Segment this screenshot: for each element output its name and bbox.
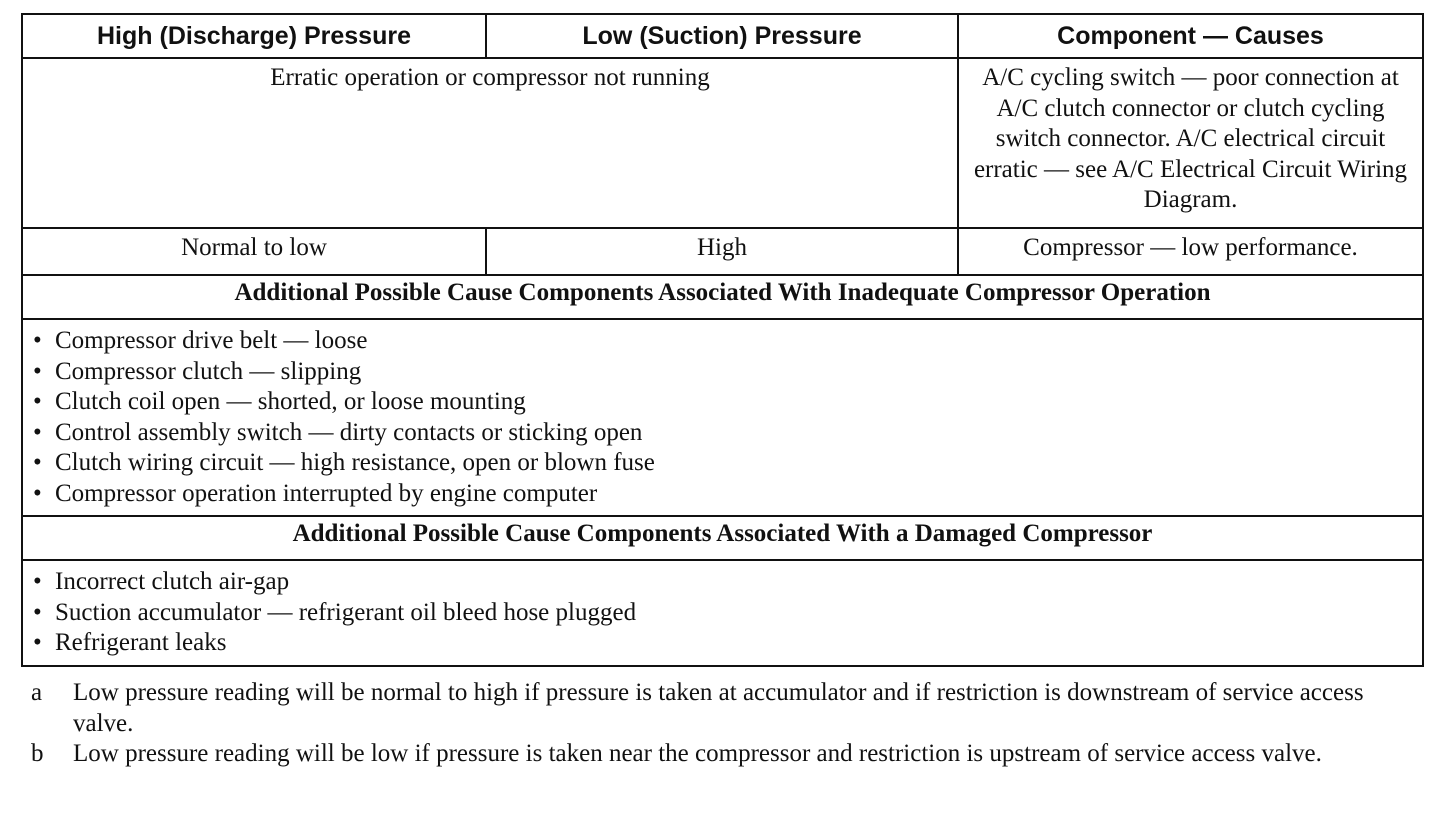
- bullet-icon: •: [33, 418, 42, 446]
- damaged-compressor-heading: Additional Possible Cause Components Associated With a Damaged Compressor: [22, 516, 1423, 560]
- inadequate-operation-heading: Additional Possible Cause Components Associated With Inadequate Compressor Operation: [22, 275, 1423, 319]
- bullet-icon: •: [33, 357, 42, 385]
- list-item: • Refrigerant leaks: [31, 628, 1414, 659]
- bullet-icon: •: [33, 598, 42, 626]
- bullet-icon: •: [33, 479, 42, 507]
- cycling-switch-cause-cell: A/C cycling switch — poor connection at A/C clutch connector or clutch cycling switch connector. A/C electrical circuit erratic — see A/C Electrical Circuit Wiring Diagram.: [958, 58, 1423, 228]
- section-list-row: [22, 560, 1423, 666]
- diagnosis-table: [21, 13, 1424, 667]
- section-heading-row: [22, 275, 1423, 319]
- bullet-icon: •: [33, 388, 42, 415]
- table-row: [22, 228, 1423, 275]
- footnote-a: [31, 678, 1421, 739]
- list-item: • Control assembly switch — dirty contacts or sticking open: [31, 418, 1414, 449]
- bullet-icon: •: [33, 449, 42, 476]
- erratic-operation-cell: Erratic operation or compressor not running: [22, 58, 958, 228]
- damaged-compressor-list-cell: [22, 560, 1423, 666]
- section-list-row: [22, 319, 1423, 516]
- compressor-cause-cell: Compressor — low performance.: [958, 228, 1423, 275]
- list-item: • Compressor operation interrupted by engine computer: [31, 479, 1414, 510]
- list-item: • Clutch coil open — shorted, or loose mounting: [31, 387, 1414, 418]
- footnote-text: Low pressure reading will be low if pressure is taken near the compressor and restriction is upstream of service access valve.: [73, 740, 1322, 767]
- low-pressure-value-cell: High: [486, 228, 958, 275]
- header-component-causes: Component — Causes: [958, 14, 1423, 58]
- inadequate-operation-list: [31, 326, 1414, 509]
- damaged-compressor-list: [31, 567, 1414, 659]
- bullet-icon: •: [33, 327, 42, 354]
- header-row: [22, 14, 1423, 58]
- inadequate-operation-list-cell: [22, 319, 1423, 516]
- header-high-pressure: High (Discharge) Pressure: [22, 14, 486, 58]
- footnote-letter: a: [31, 679, 43, 706]
- footnote-text: Low pressure reading will be normal to high if pressure is taken at accumulator and if restriction is downstream of service access valve.: [73, 679, 1364, 737]
- footnotes: [31, 678, 1421, 770]
- bullet-icon: •: [33, 629, 42, 656]
- list-item: • Clutch wiring circuit — high resistance, open or blown fuse: [31, 448, 1414, 479]
- high-pressure-value-cell: Normal to low: [22, 228, 486, 275]
- list-item: • Compressor clutch — slipping: [31, 357, 1414, 388]
- list-item: • Incorrect clutch air-gap: [31, 567, 1414, 598]
- list-item: • Compressor drive belt — loose: [31, 326, 1414, 357]
- table-row: [22, 58, 1423, 228]
- bullet-icon: •: [33, 568, 42, 595]
- list-item: • Suction accumulator — refrigerant oil bleed hose plugged: [31, 598, 1414, 629]
- footnote-b: [31, 739, 1421, 770]
- section-heading-row: [22, 516, 1423, 560]
- header-low-pressure: Low (Suction) Pressure: [486, 14, 958, 58]
- footnote-letter: b: [31, 740, 44, 767]
